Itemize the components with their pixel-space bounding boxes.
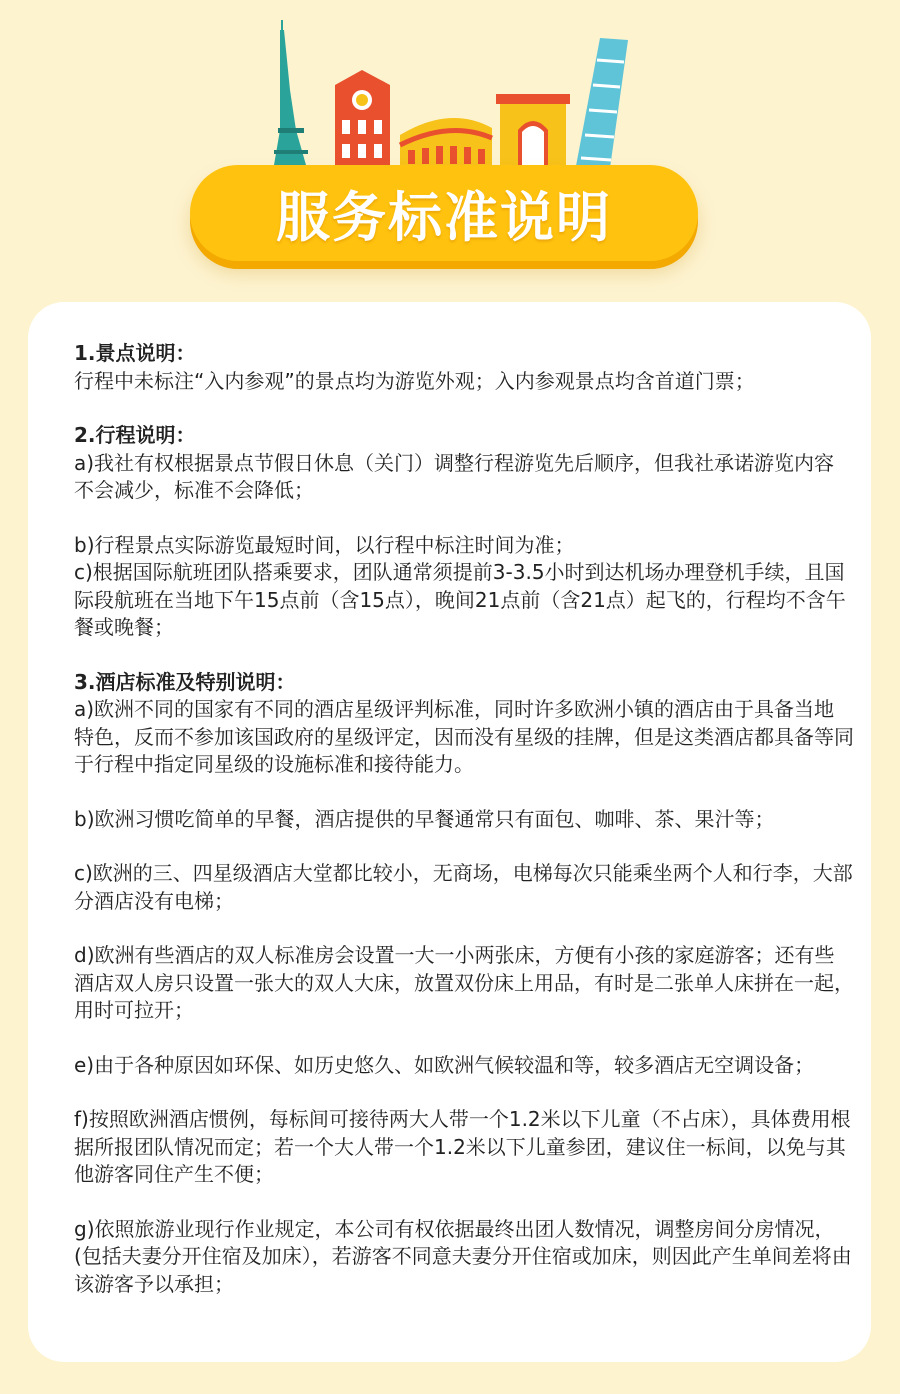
hotel-paragraph-c: c)欧洲的三、四星级酒店大堂都比较小，无商场，电梯每次只能乘坐两个人和行李，大部分酒店没有电梯；	[74, 861, 853, 913]
itinerary-paragraph-b: b)行程景点实际游览最短时间，以行程中标注时间为准；	[74, 532, 575, 557]
hotel-paragraph-f: f)按照欧洲酒店惯例，每标间可接待两大人带一个1.2米以下儿童（不占床），具体费用根据所报团队情况而定；若一个大人带一个1.2米以下儿童参团，建议住一标间，以免与其他游客同住产生不便；	[74, 1107, 851, 1186]
page-title: 服务标准说明	[276, 185, 612, 249]
hotel-paragraph-g: g)依照旅游业现行作业规定，本公司有权依据最终出团人数情况，调整房间分房情况，(包括夫妻分开住宿及加床），若游客不同意夫妻分开住宿或加床，则因此产生单间差将由该游客予以承担；	[74, 1216, 852, 1296]
itinerary-paragraph-a: a)我社有权根据景点节假日休息（关门）调整行程游览先后顺序，但我社承诺游览内容不会减少，标准不会降低；	[74, 450, 835, 502]
section-heading-itinerary: 2.行程说明：	[74, 423, 196, 447]
landmarks-illustration	[260, 20, 640, 180]
attractions-paragraph: 行程中未标注“入内参观”的景点均为游览外观；入内参观景点均含首道门票；	[74, 368, 755, 393]
eiffel-tower-icon	[260, 20, 320, 168]
section-heading-attractions: 1.景点说明：	[74, 341, 196, 365]
triumphal-arch-icon	[496, 94, 570, 168]
colosseum-icon	[400, 118, 492, 168]
hotel-paragraph-a: a)欧洲不同的国家有不同的酒店星级评判标准，同时许多欧洲小镇的酒店由于具备当地特色，反而不参加该国政府的星级评定，因而没有星级的挂牌，但是这类酒店都具备等同于行程中指定同星级的设施标准和接待能力。	[74, 697, 854, 776]
title-banner	[190, 165, 698, 261]
leaning-tower-icon	[576, 38, 628, 168]
service-standards-content	[74, 340, 854, 1298]
hotel-paragraph-e: e)由于各种原因如环保、如历史悠久、如欧洲气候较温和等，较多酒店无空调设备；	[74, 1052, 815, 1077]
hotel-paragraph-d: d)欧洲有些酒店的双人标准房会设置一大一小两张床，方便有小孩的家庭游客；还有些酒店双人房只设置一张大的双人大床，放置双份床上用品，有时是二张单人床拼在一起，用时可拉开；	[74, 943, 854, 1022]
itinerary-paragraph-c: c)根据国际航班团队搭乘要求，团队通常须提前3-3.5小时到达机场办理登机手续，且国际段航班在当地下午15点前（含15点），晚间21点前（含21点）起飞的，行程均不含午餐或晚餐；	[74, 560, 846, 639]
section-heading-hotel: 3.酒店标准及特别说明：	[74, 669, 296, 694]
town-hall-icon	[335, 70, 390, 168]
hotel-paragraph-b: b)欧洲习惯吃简单的早餐，酒店提供的早餐通常只有面包、咖啡、茶、果汁等；	[74, 806, 775, 831]
